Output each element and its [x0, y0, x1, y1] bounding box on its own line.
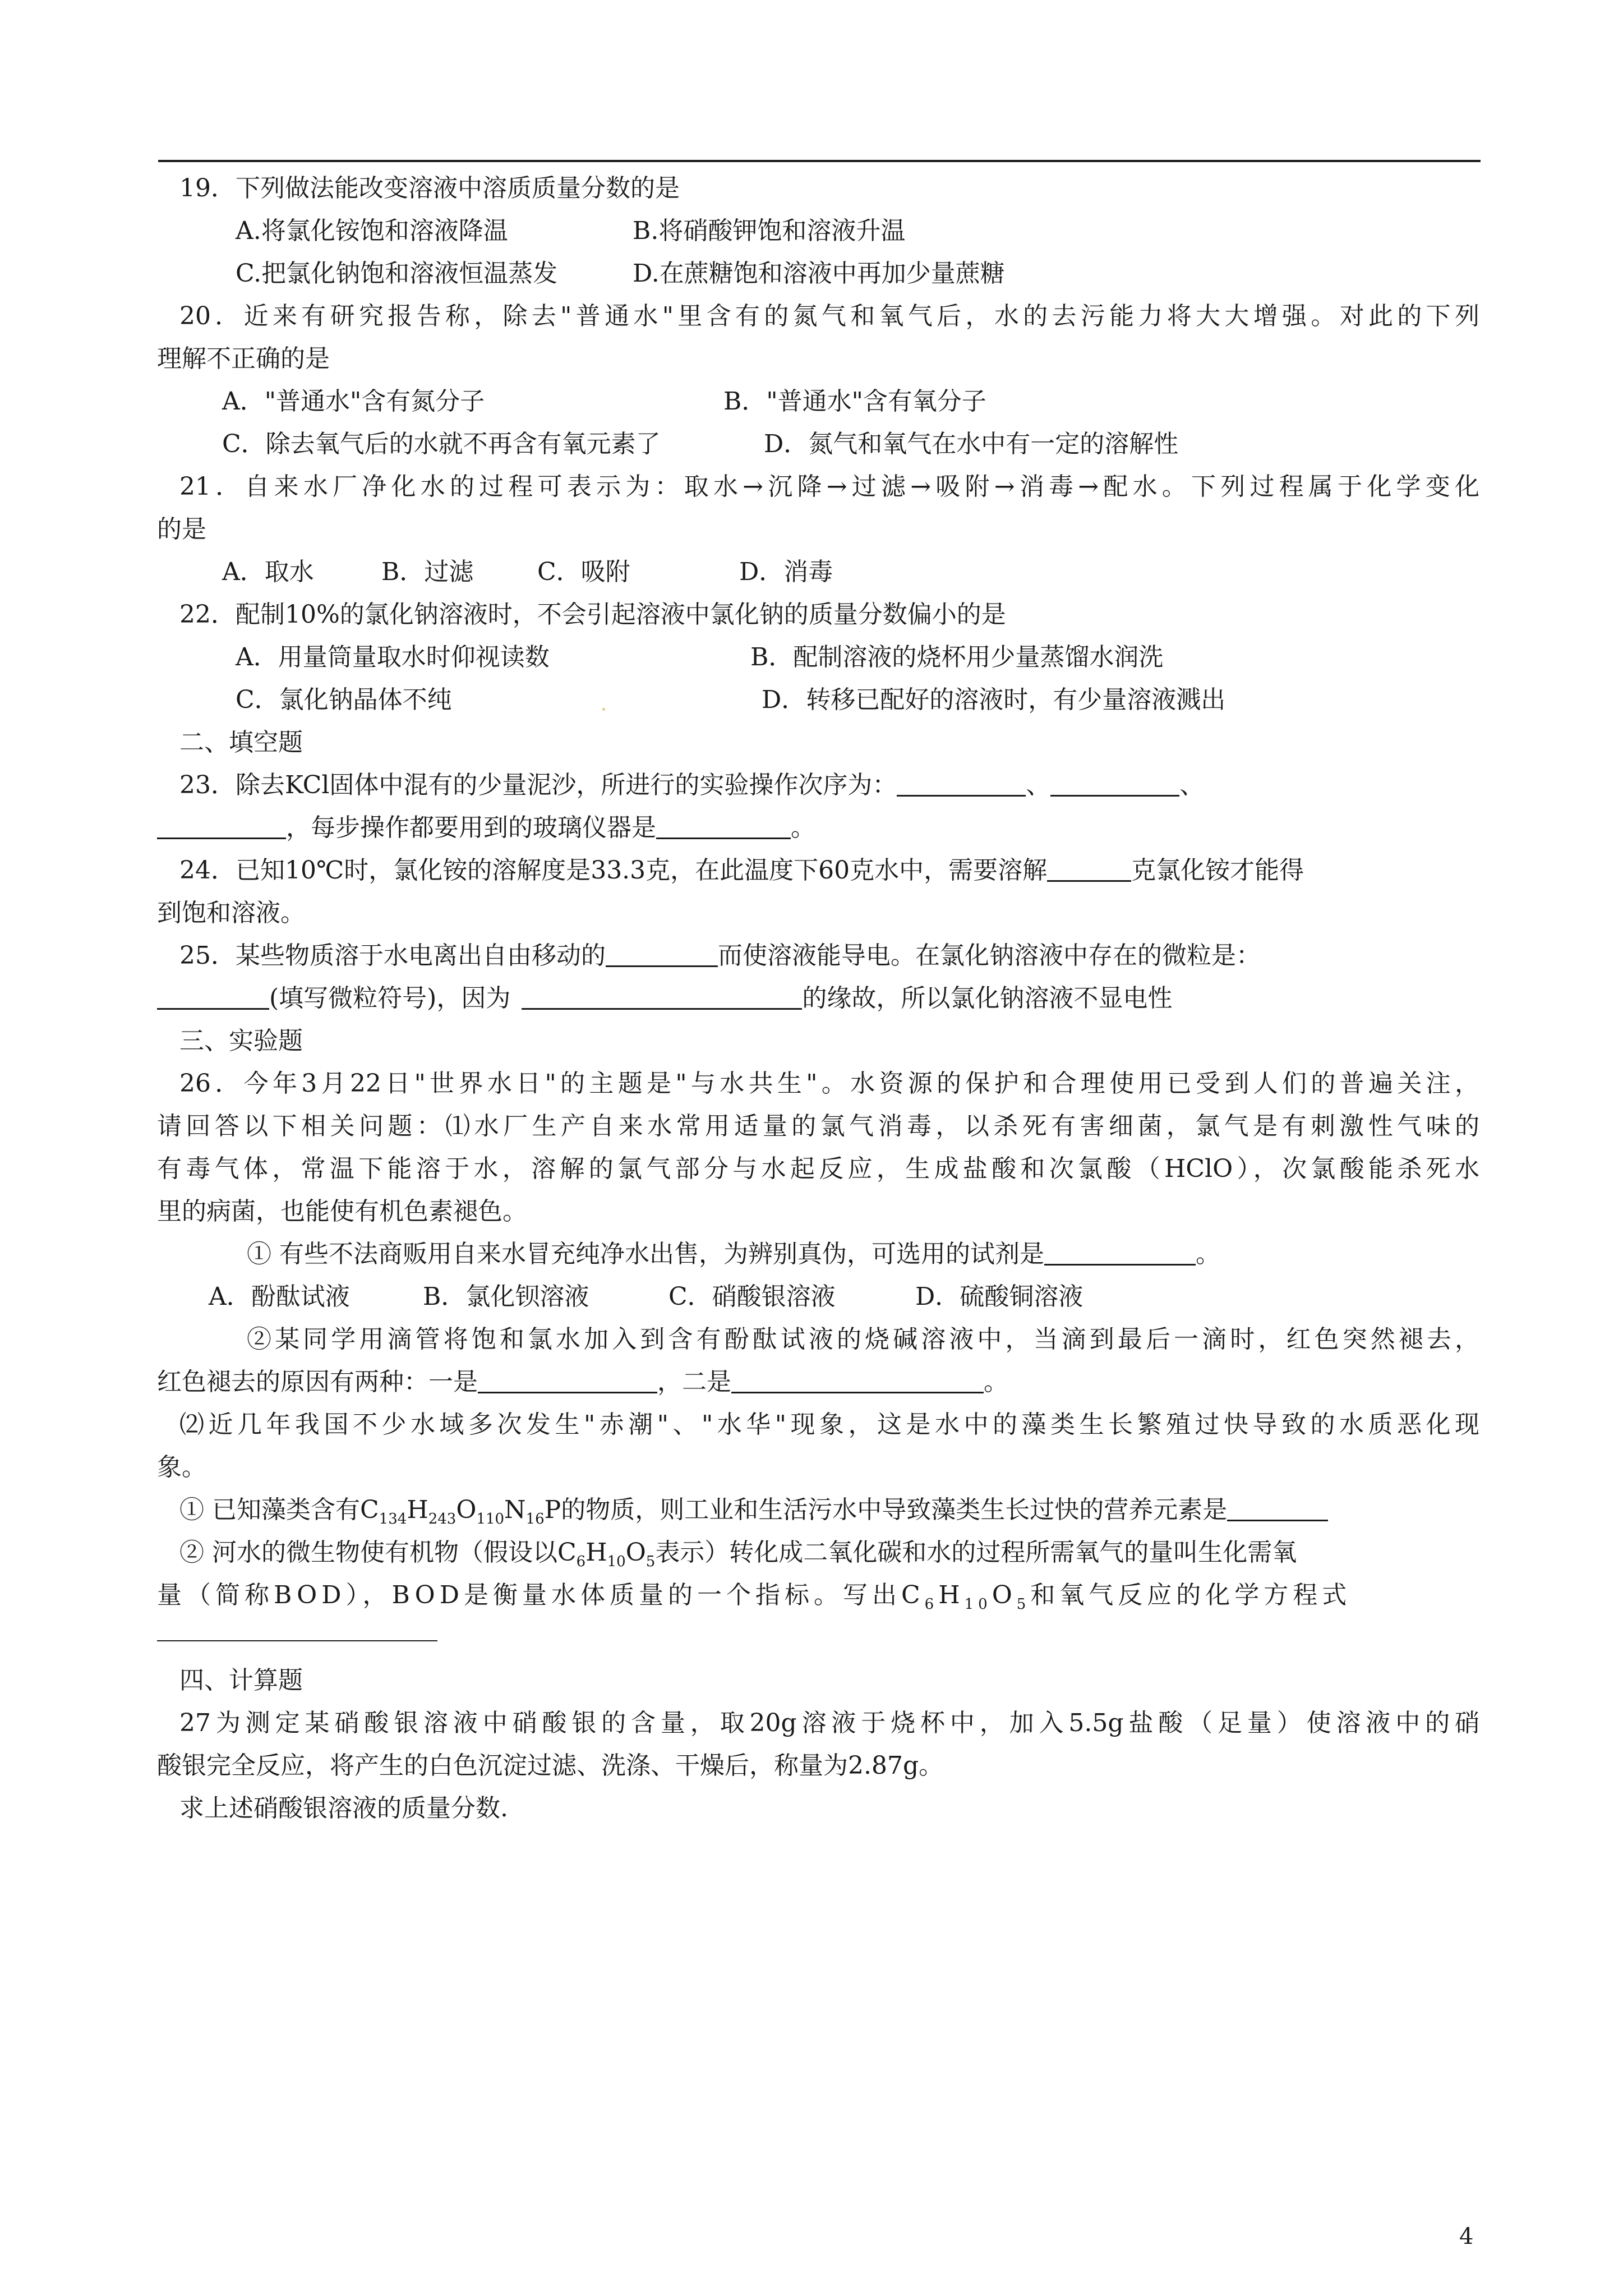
q22-option-c: C．氯化钠晶体不纯: [236, 685, 452, 714]
q25-line2: [157, 982, 1172, 1015]
q21-stem-line2: 的是: [157, 515, 206, 544]
q23-line2-end: 。: [791, 813, 815, 842]
q19-option-d: D.在蔗糖饱和溶液中再加少量蔗糖: [633, 259, 1005, 288]
stray-dot: [602, 708, 605, 711]
q26-option-a: A．酚酞试液: [209, 1282, 350, 1311]
q27-line2: 酸银完全反应，将产生的白色沉淀过滤、洗涤、干燥后，称量为2.87g。: [157, 1751, 944, 1780]
q26-part2-blank-2[interactable]: [731, 1369, 984, 1393]
algae-formula: $C_{134}H_{243}O_{110}N_{16}P$: [360, 1496, 561, 1527]
q26-option-c: C．硝酸银溶液: [668, 1282, 836, 1311]
q21-option-a: A．取水: [222, 558, 314, 586]
q26-part2-blank-1[interactable]: [478, 1369, 657, 1393]
q24-line2: 到饱和溶液。: [157, 899, 305, 927]
q20-option-a: A．"普通水"含有氮分子: [222, 387, 485, 416]
q24-line1: [179, 854, 1304, 887]
q25-blank-1[interactable]: [606, 943, 718, 967]
q23-blank-3[interactable]: [157, 815, 286, 839]
q26-formula-post: 的物质，则工业和生活污水中导致藻类生长过快的营养元素是: [561, 1496, 1228, 1524]
q23-blank-1[interactable]: [897, 772, 1026, 797]
q26-line3: 有毒气体，常温下能溶于水，溶解的氯气部分与水起反应，生成盐酸和次氯酸（HClO），次氯酸能杀死水: [157, 1154, 1479, 1183]
q21-stem-line1: 21．自来水厂净化水的过程可表示为：取水→沉降→过滤→吸附→消毒→配水。下列过程属于化学变化: [179, 472, 1479, 501]
q19-option-c: C.把氯化钠饱和溶液恒温蒸发: [236, 259, 558, 288]
q26-bod-text-c: 量（简称BOD），BOD是衡量水体质量的一个指标。写出: [157, 1581, 901, 1609]
q26-option-b: B．氯化钡溶液: [423, 1282, 589, 1311]
section-heading-fill-in: 二、填空题: [179, 728, 303, 757]
q26-part2-text-b: ，二是: [657, 1368, 731, 1396]
q26-bod-line2: [157, 1579, 1351, 1612]
q25-line2-end: 的缘故，所以氯化钠溶液不显电性: [802, 984, 1173, 1013]
glucose-formula-1: $C_6H_{10}O_5$: [557, 1538, 656, 1570]
q23-line1: [179, 769, 1204, 802]
q26-formula-line: [179, 1493, 1328, 1527]
q23-blank-2[interactable]: [1050, 772, 1179, 797]
q25-blank-3[interactable]: [522, 986, 802, 1010]
q19-option-a: A.将氯化铵饱和溶液降温: [236, 217, 508, 245]
q21-option-b: B．过滤: [381, 558, 474, 586]
q19-option-b: B.将硝酸钾饱和溶液升温: [633, 217, 906, 245]
q26-line4: 里的病菌，也能使有机色素褪色。: [157, 1197, 527, 1226]
q19-stem: 19．下列做法能改变溶液中溶质质量分数的是: [179, 174, 680, 203]
q25-blank-2[interactable]: [157, 986, 269, 1010]
q20-option-d: D．氮气和氧气在水中有一定的溶解性: [764, 430, 1179, 458]
q26-equation-blank[interactable]: [157, 1639, 437, 1641]
q23-line2-text: ，每步操作都要用到的玻璃仪器是: [286, 813, 656, 842]
section-heading-calculation: 四、计算题: [179, 1666, 303, 1695]
q26-part1-end: 。: [1195, 1240, 1220, 1268]
q26-line2: 请回答以下相关问题：⑴水厂生产自来水常用适量的氯气消毒，以杀死有害细菌，氯气是有刺激性气味的: [157, 1112, 1479, 1140]
q25-line1: [179, 939, 1261, 973]
q27-line3: 求上述硝酸银溶液的质量分数.: [179, 1794, 508, 1823]
q26-bod-text-b: 表示）转化成二氧化碳和水的过程所需氧气的量叫生化需氧: [655, 1538, 1297, 1567]
q25-line1-end: 而使溶液能导电。在氯化钠溶液中存在的微粒是：: [718, 941, 1261, 970]
q26-part1-text: ① 有些不法商贩用自来水冒充纯净水出售，为辨别真伪，可选用的试剂是: [247, 1240, 1044, 1268]
q26-part2-line1: ②某同学用滴管将饱和氯水加入到含有酚酞试液的烧碱溶液中，当滴到最后一滴时，红色突然褪去，: [247, 1325, 1479, 1354]
q22-stem: 22．配制10%的氯化钠溶液时，不会引起溶液中氯化钠的质量分数偏小的是: [179, 600, 1006, 629]
q22-option-d: D．转移已配好的溶液时，有少量溶液溅出: [762, 685, 1226, 714]
page-number: 4: [1459, 2224, 1474, 2249]
q22-option-a: A．用量筒量取水时仰视读数: [236, 643, 550, 671]
q24-blank[interactable]: [1047, 858, 1131, 882]
q26-part1-blank[interactable]: [1044, 1241, 1196, 1266]
q20-stem-line1: 20．近来有研究报告称，除去"普通水"里含有的氮气和氧气后，水的去污能力将大大增强。对此的下列: [179, 302, 1479, 330]
header-rule: [158, 160, 1481, 162]
q24-line1-text: 24．已知10℃时，氯化铵的溶解度是33.3克，在此温度下60克水中，需要溶解: [179, 856, 1048, 885]
q26-bod-line1: [179, 1536, 1297, 1570]
q20-option-c: C．除去氧气后的水就不再含有氧元素了: [222, 430, 661, 458]
q23-separator-2: 、: [1179, 771, 1205, 799]
q23-blank-4[interactable]: [656, 815, 791, 839]
q26-section2-line1: ⑵近几年我国不少水域多次发生"赤潮"、"水华"现象，这是水中的藻类生长繁殖过快导致的水质恶化现: [179, 1410, 1479, 1439]
q20-stem-line2: 理解不正确的是: [157, 344, 330, 373]
q21-option-d: D．消毒: [739, 558, 833, 586]
q27-line1: 27为测定某硝酸银溶液中硝酸银的含量，取20g溶液于烧杯中，加入5.5g盐酸（足量）使溶液中的硝: [179, 1709, 1479, 1737]
q26-line1: 26．今年3月22日"世界水日"的主题是"与水共生"。水资源的保护和合理使用已受到人们的普遍关注，: [179, 1069, 1479, 1098]
q20-option-b: B．"普通水"含有氧分子: [723, 387, 986, 416]
q26-part2-text-a: 红色褪去的原因有两种：一是: [157, 1368, 478, 1396]
q26-bod-text-a: ② 河水的微生物使有机物（假设以: [179, 1538, 557, 1567]
q26-part2-text-c: 。: [984, 1368, 1008, 1396]
q26-part2-line2: [157, 1365, 1008, 1399]
q23-separator-1: 、: [1026, 771, 1051, 799]
q25-line1-text: 25．某些物质溶于水电离出自由移动的: [179, 941, 606, 970]
q25-line2-mid: (填写微粒符号)，因为: [269, 984, 511, 1013]
q21-option-c: C．吸附: [537, 558, 630, 586]
q26-option-d: D．硫酸铜溶液: [915, 1282, 1083, 1311]
q22-option-b: B．配制溶液的烧杯用少量蒸馏水润洗: [750, 643, 1164, 671]
q26-bod-text-d: 和氧气反应的化学方程式: [1030, 1581, 1352, 1609]
q23-line2: [157, 811, 815, 845]
q26-section2-line2: 象。: [157, 1453, 206, 1481]
section-heading-experiment: 三、实验题: [179, 1027, 303, 1055]
glucose-formula-2: $C_6H_{10}O_5$: [901, 1581, 1031, 1613]
q26-equation-line: [157, 1613, 437, 1647]
q26-nutrient-blank[interactable]: [1227, 1497, 1328, 1521]
q24-line1-end: 克氯化铵才能得: [1131, 856, 1304, 885]
q26-formula-pre: ① 已知藻类含有: [179, 1496, 360, 1524]
q23-line1-text: 23．除去KCl固体中混有的少量泥沙，所进行的实验操作次序为：: [179, 771, 897, 799]
q26-part1-question: [247, 1237, 1220, 1271]
